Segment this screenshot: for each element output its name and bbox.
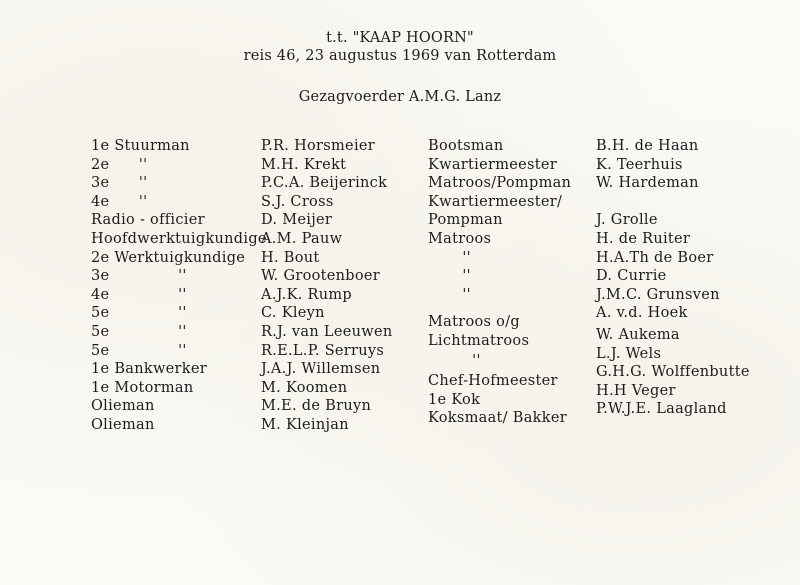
crew-name: A.J.K. Rump [261, 286, 353, 303]
rank: Hoofdwerktuigkundige [91, 230, 267, 247]
rank: Chef-Hofmeester [428, 372, 558, 389]
rank: 1e Motorman [91, 379, 194, 396]
rank: Radio - officier [91, 212, 205, 229]
rank: 2e '' [91, 156, 148, 173]
rank: 2e Werktuigkundige [91, 249, 246, 266]
rank: 1e Stuurman [91, 138, 190, 154]
rank: Kwartiermeester [428, 156, 557, 173]
crew-name: G.H.G. Wolffenbutte [596, 364, 750, 381]
rank: 5e '' [91, 323, 187, 340]
voyage-line: reis 46, 23 augustus 1969 van Rotterdam [243, 48, 557, 64]
crew-name: J.M.C. Grunsven [596, 286, 720, 303]
crew-name: W. Aukema [596, 326, 680, 343]
crew-name: M.H. Krekt [261, 156, 347, 173]
rank: 4e '' [91, 193, 148, 210]
rank: 3e '' [91, 175, 148, 192]
rank: Olieman [91, 416, 155, 433]
crew-name: R.E.L.P. Serruys [261, 342, 385, 359]
rank: Koksmaat/ Bakker [428, 410, 567, 427]
crew-name: S.J. Cross [261, 193, 334, 210]
rank: Matroos o/g [428, 314, 520, 331]
crew-name: L.J. Wels [596, 345, 662, 362]
rank: 5e '' [91, 342, 187, 359]
crew-name: H. de Ruiter [596, 230, 691, 247]
rank: '' [428, 352, 481, 369]
crew-name: K. Teerhuis [596, 156, 683, 173]
rank: '' [428, 268, 471, 285]
rank: Matroos/Pompman [428, 175, 572, 192]
crew-name: M. Koomen [261, 379, 348, 396]
crew-name: P.C.A. Beijerinck [261, 175, 388, 192]
crew-name: H. Bout [261, 249, 320, 266]
crew-name: P.R. Horsmeier [261, 138, 375, 154]
rank: Matroos [428, 230, 492, 247]
crew-name [596, 193, 750, 212]
rank [428, 304, 571, 313]
crew-name: D. Currie [596, 268, 667, 285]
crew-name: B.H. de Haan [596, 138, 699, 154]
crew-name: A.M. Pauw [261, 230, 343, 247]
crew-name: W. Hardeman [596, 175, 699, 192]
rank: 1e Bankwerker [91, 361, 207, 378]
crew-name: A. v.d. Hoek [596, 305, 688, 322]
crew-name: W. Grootenboer [261, 268, 381, 285]
crew-name: H.H Veger [596, 382, 676, 399]
crew-name: J.A.J. Willemsen [261, 361, 381, 378]
crew-ranks-column [428, 137, 571, 428]
crew-name: P.W.J.E. Laagland [596, 401, 727, 418]
crew-name: D. Meijer [261, 212, 333, 229]
crew-name: M.E. de Bruyn [261, 398, 372, 415]
crew-names-column [596, 137, 750, 419]
rank: '' [428, 286, 471, 303]
officers-names-column [261, 137, 392, 435]
rank: 4e '' [91, 286, 187, 303]
crew-name: H.A.Th de Boer [596, 249, 714, 266]
rank: 3e '' [91, 268, 187, 285]
crew-name: R.J. van Leeuwen [261, 323, 393, 340]
rank: 5e '' [91, 305, 187, 322]
rank: 1e Kok [428, 391, 481, 408]
crew-name: J. Grolle [596, 212, 658, 229]
rank: '' [428, 249, 471, 266]
captain-line: Gezagvoerder A.M.G. Lanz [298, 89, 502, 105]
rank: Lichtmatroos [428, 332, 530, 349]
crew-name: C. Kleyn [261, 305, 325, 322]
rank: Pompman [428, 212, 503, 229]
rank: Bootsman [428, 138, 504, 154]
crew-name: M. Kleinjan [261, 416, 349, 433]
rank: Olieman [91, 398, 155, 415]
officers-ranks-column [91, 137, 267, 435]
ship-title: t.t. "KAAP HOORN" [326, 30, 474, 46]
rank: Kwartiermeester/ [428, 193, 563, 210]
